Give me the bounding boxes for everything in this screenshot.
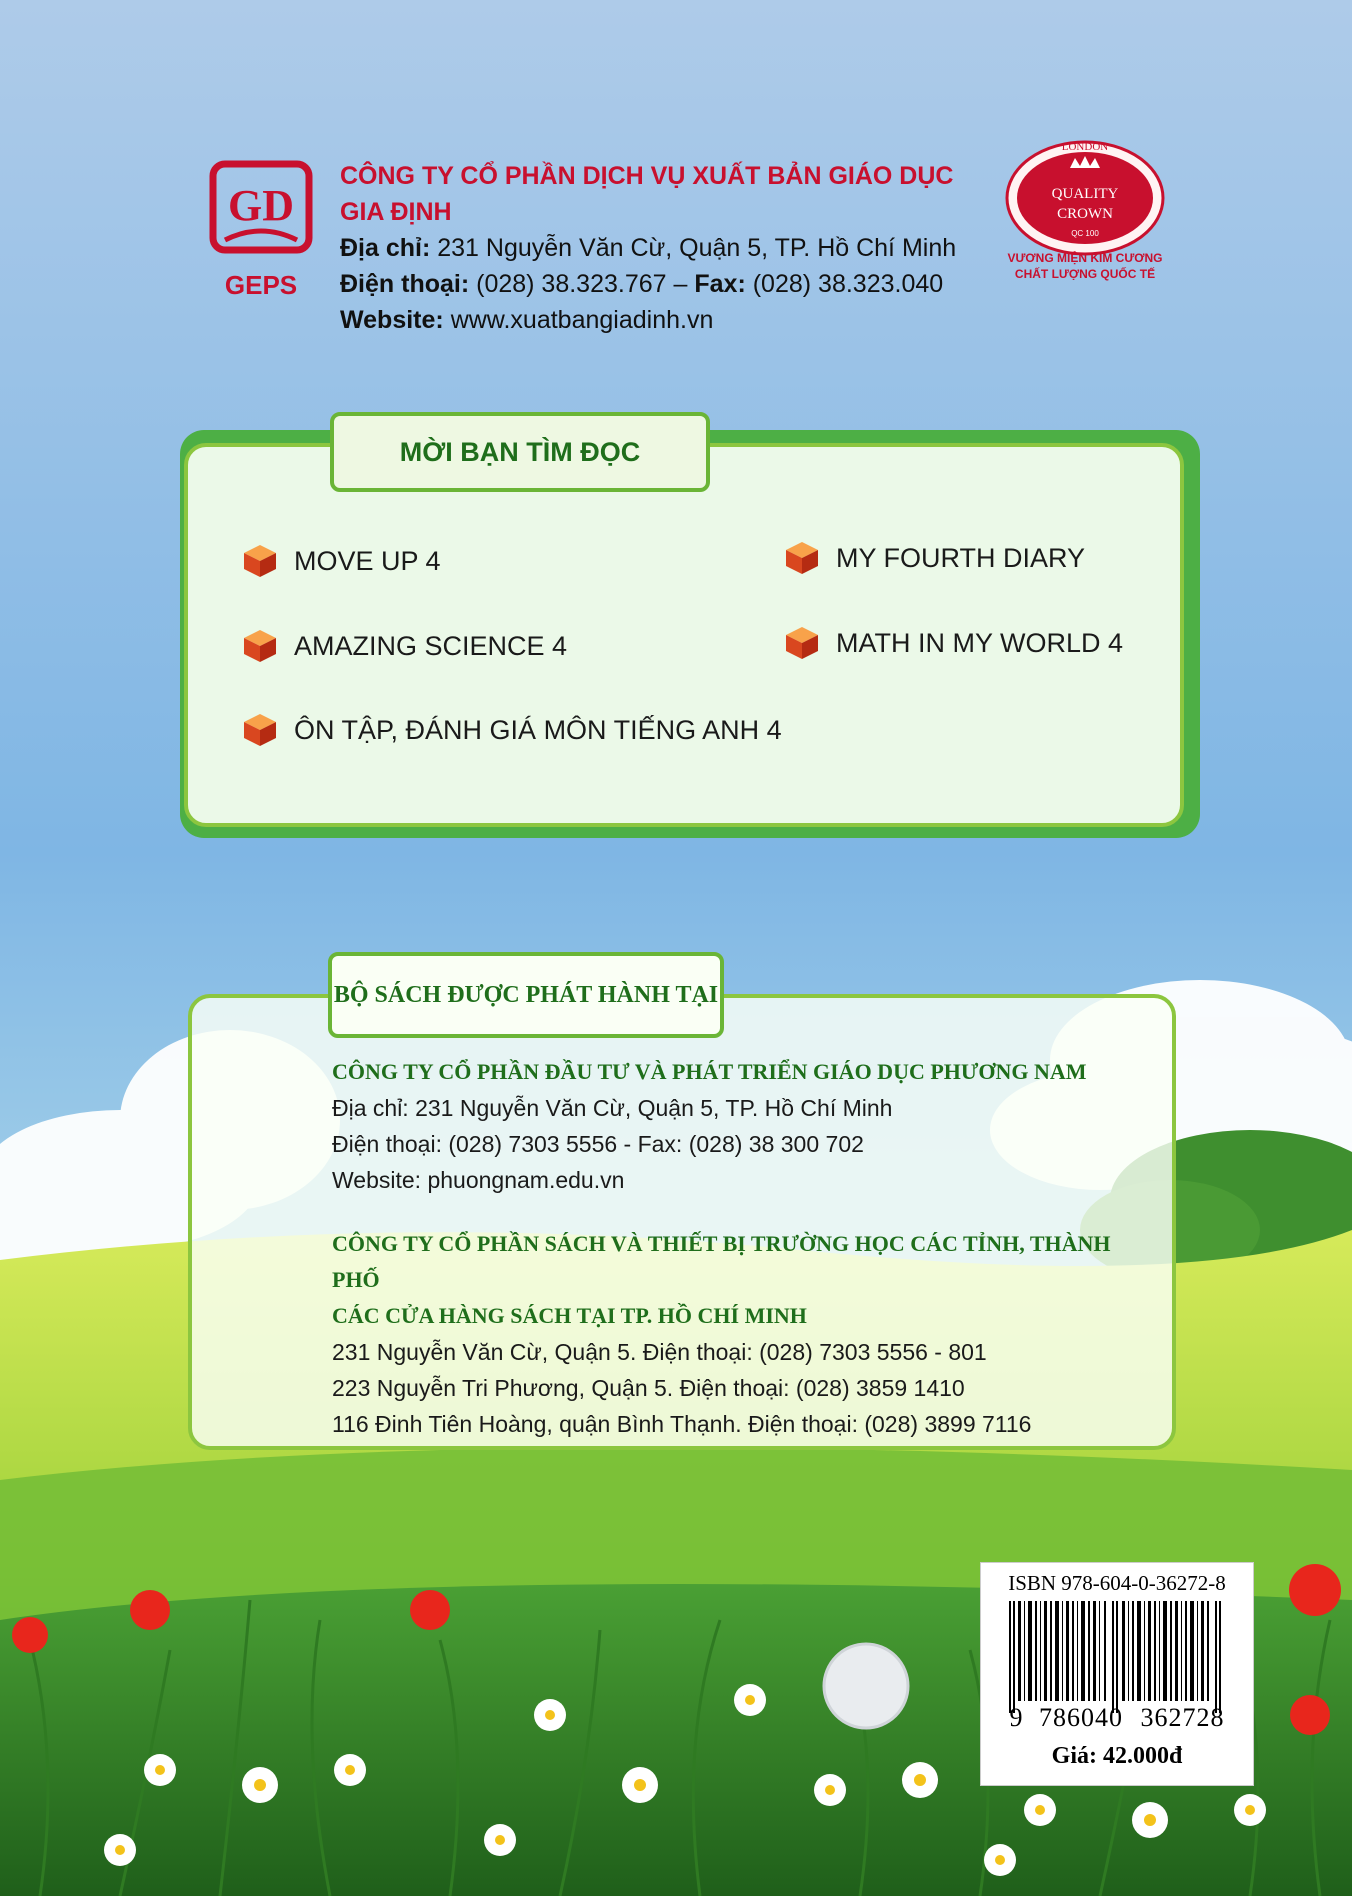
geps-logo-text: GEPS bbox=[224, 270, 298, 300]
book-item: MOVE UP 4 bbox=[242, 543, 441, 579]
cube-bullet-icon bbox=[784, 625, 820, 661]
quality-badge-caption: VƯƠNG MIỆN KIM CƯƠNG CHẤT LƯỢNG QUỐC TẾ bbox=[1007, 251, 1163, 281]
svg-text:QUALITY: QUALITY bbox=[1051, 186, 1119, 202]
price-label: Giá: 42.000đ bbox=[1051, 1743, 1183, 1769]
geps-logo bbox=[205, 160, 317, 300]
svg-text:CROWN: CROWN bbox=[1057, 206, 1113, 222]
recommend-title: MỜI BẠN TÌM ĐỌC bbox=[330, 412, 710, 492]
book-item: MY FOURTH DIARY bbox=[784, 540, 1085, 576]
cube-bullet-icon bbox=[784, 540, 820, 576]
book-item: AMAZING SCIENCE 4 bbox=[242, 628, 567, 664]
store-line: 231 Nguyễn Văn Cừ, Quận 5. Điện thoại: (028) 7303 5556 - 801 bbox=[332, 1339, 987, 1365]
publisher-info bbox=[340, 158, 990, 338]
distributor-address: Địa chỉ: 231 Nguyễn Văn Cừ, Quận 5, TP. Hồ Chí Minh bbox=[332, 1095, 893, 1121]
cube-bullet-icon bbox=[242, 543, 278, 579]
publisher-phone: Điện thoại: (028) 38.323.767 – Fax: (028) 38.323.040 bbox=[340, 270, 944, 298]
distributor-name: CÔNG TY CỔ PHẦN SÁCH VÀ THIẾT BỊ TRƯỜNG HỌC CÁC TỈNH, THÀNH PHỐ bbox=[332, 1231, 1111, 1292]
svg-text:QC 100: QC 100 bbox=[1071, 229, 1099, 238]
distribution-title: BỘ SÁCH ĐƯỢC PHÁT HÀNH TẠI bbox=[328, 952, 724, 1038]
distributor-subname: CÁC CỬA HÀNG SÁCH TẠI TP. HỒ CHÍ MINH bbox=[332, 1303, 807, 1328]
distributor-phuong-nam bbox=[332, 1054, 1132, 1198]
distributor-phone: Điện thoại: (028) 7303 5556 - Fax: (028) 38 300 702 bbox=[332, 1131, 864, 1157]
cube-bullet-icon bbox=[242, 628, 278, 664]
svg-text:GD: GD bbox=[228, 181, 294, 230]
book-item: MATH IN MY WORLD 4 bbox=[784, 625, 1123, 661]
isbn-label: ISBN 978-604-0-36272-8 bbox=[1008, 1571, 1226, 1595]
distributor-website: Website: phuongnam.edu.vn bbox=[332, 1167, 625, 1193]
book-item: ÔN TẬP, ĐÁNH GIÁ MÔN TIẾNG ANH 4 bbox=[242, 712, 782, 748]
publisher-website: Website: www.xuatbangiadinh.vn bbox=[340, 306, 714, 334]
svg-text:LONDON: LONDON bbox=[1061, 141, 1109, 153]
publisher-name: CÔNG TY CỔ PHẦN DỊCH VỤ XUẤT BẢN GIÁO DỤC GIA ĐỊNH bbox=[340, 162, 954, 226]
barcode-box bbox=[980, 1562, 1254, 1786]
cube-bullet-icon bbox=[242, 712, 278, 748]
barcode-digits: 9 786040 362728 bbox=[1009, 1703, 1225, 1732]
publisher-address: Địa chỉ: 231 Nguyễn Văn Cừ, Quận 5, TP. Hồ Chí Minh bbox=[340, 234, 957, 262]
distributor-bookstores bbox=[332, 1226, 1132, 1442]
store-line: 223 Nguyễn Tri Phương, Quận 5. Điện thoại: (028) 3859 1410 bbox=[332, 1375, 965, 1401]
store-line: 116 Đinh Tiên Hoàng, quận Bình Thạnh. Điện thoại: (028) 3899 7116 bbox=[332, 1411, 1032, 1437]
distributor-name: CÔNG TY CỔ PHẦN ĐẦU TƯ VÀ PHÁT TRIỂN GIÁO DỤC PHƯƠNG NAM bbox=[332, 1059, 1087, 1084]
